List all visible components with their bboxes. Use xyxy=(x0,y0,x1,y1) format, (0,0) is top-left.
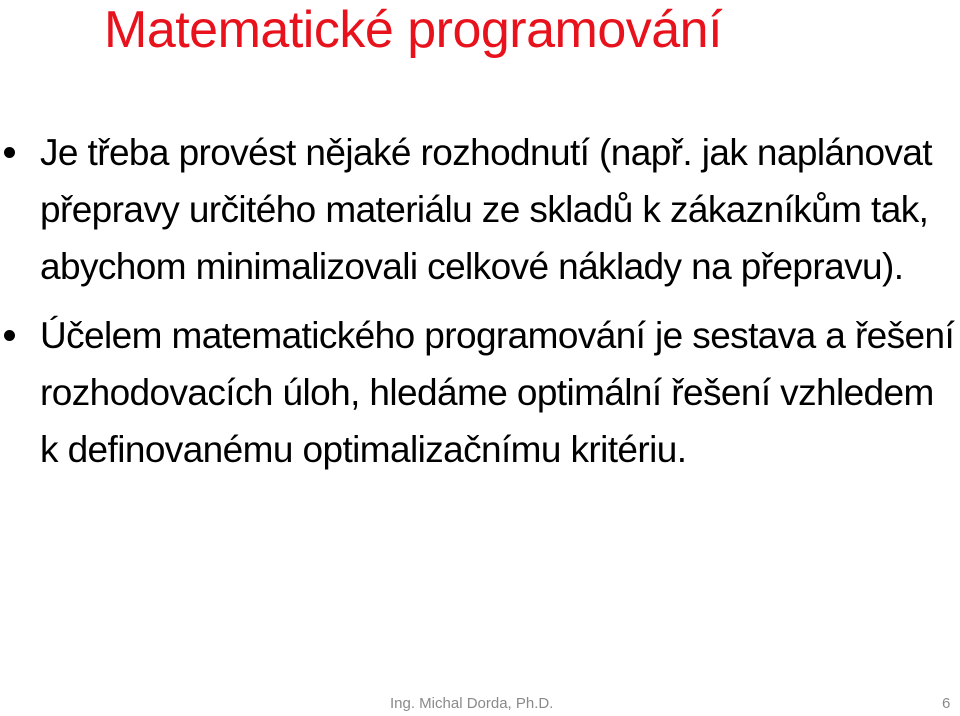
slide-title: Matematické programování xyxy=(104,1,723,59)
page-number: 6 xyxy=(942,695,951,712)
bullet-text: Je třeba provést nějaké rozhodnutí (např. jak naplánovat přepravy určitého materiálu ze skladů k zákazníkům tak, abychom minimalizovali celkové náklady na přepravu). xyxy=(40,132,932,287)
bullet-icon xyxy=(4,330,15,341)
bullet-list xyxy=(0,124,960,478)
bullet-text: Účelem matematického programování je sestava a řešení rozhodovacích úloh, hledáme optimální řešení vzhledem k definovanému optimalizačnímu kritériu. xyxy=(40,315,955,470)
bullet-item xyxy=(0,307,960,478)
bullet-item xyxy=(0,124,960,295)
bullet-icon xyxy=(4,147,15,158)
footer-author: Ing. Michal Dorda, Ph.D. xyxy=(390,695,554,712)
